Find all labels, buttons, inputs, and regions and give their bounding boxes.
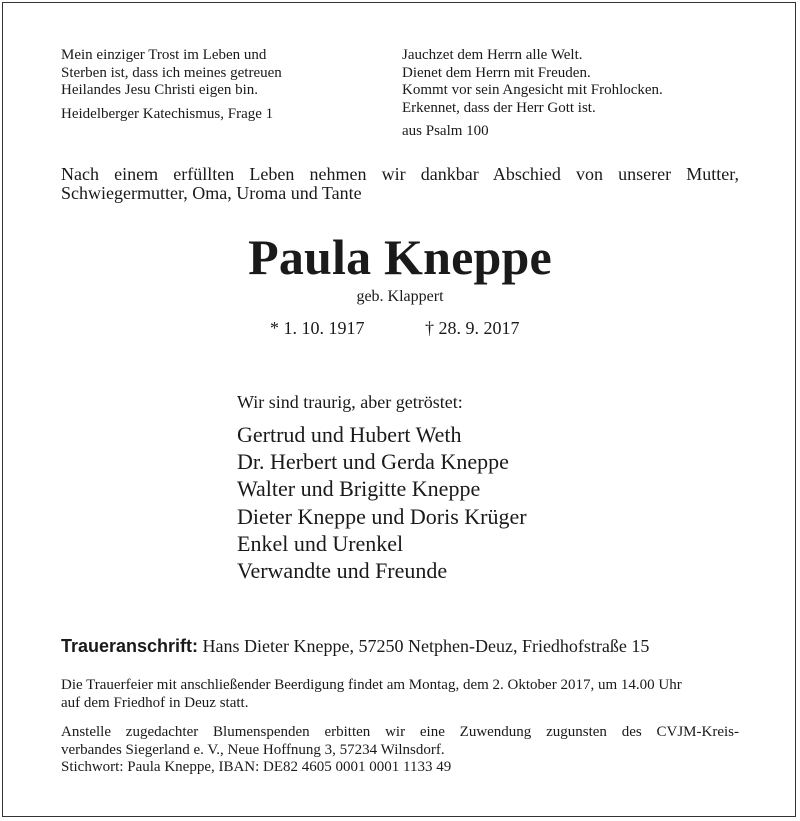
- death-date: † 28. 9. 2017: [425, 318, 520, 338]
- intro-line: Nach einem erfüllten Leben nehmen wir dankbar Abschied von unserer Mutter,: [61, 164, 739, 184]
- funeral-info: [61, 677, 741, 712]
- mourner-name: Walter und Brigitte Kneppe: [237, 476, 481, 502]
- verse-right-line: Dienet dem Herrn mit Freuden.: [402, 64, 591, 81]
- donation-line: Stichwort: Paula Kneppe, IBAN: DE82 4605 0001 0001 1133 49: [61, 759, 452, 775]
- verse-right-line: Jauchzet dem Herrn alle Welt.: [402, 47, 583, 63]
- intro-line: Schwiegermutter, Oma, Uroma und Tante: [61, 183, 362, 203]
- mourners-list: [237, 421, 527, 584]
- funeral-line: Die Trauerfeier mit anschließender Beerdigung findet am Montag, dem 2. Oktober 2017, um 14.00 Uhr: [61, 677, 682, 693]
- verse-right-source: aus Psalm 100: [402, 123, 489, 139]
- verse-left-source: Heidelberger Katechismus, Frage 1: [61, 105, 274, 122]
- address-value: Hans Dieter Kneppe, 57250 Netphen-Deuz, Friedhofstraße 15: [202, 636, 650, 656]
- mourner-name: Dieter Kneppe und Doris Krüger: [237, 503, 527, 529]
- verse-left-line: Sterben ist, dass ich meines getreuen: [61, 64, 282, 81]
- verse-left: [61, 47, 282, 123]
- address-label: Traueranschrift:: [61, 636, 199, 656]
- verse-right: [402, 47, 663, 141]
- donation-info: [61, 724, 739, 777]
- mourner-name: Enkel und Urenkel: [237, 530, 404, 556]
- birth-date: * 1. 10. 1917: [270, 318, 365, 338]
- mourning-address: [61, 636, 649, 656]
- mourner-name: Verwandte und Freunde: [237, 558, 448, 584]
- maiden-name: geb. Klappert: [356, 288, 444, 305]
- intro-text: [61, 165, 739, 203]
- verse-right-line: Erkennet, dass der Herr Gott ist.: [402, 99, 596, 116]
- mourner-name: Gertrud und Hubert Weth: [237, 422, 462, 447]
- verse-left-line: Heilandes Jesu Christi eigen bin.: [61, 82, 259, 98]
- mourners-heading: Wir sind traurig, aber getröstet:: [237, 392, 463, 412]
- donation-line: verbandes Siegerland e. V., Neue Hoffnung 3, 57234 Wilnsdorf.: [61, 741, 445, 758]
- donation-line: Anstelle zugedachter Blumenspenden erbitten wir eine Zuwendung zugunsten des CVJM-Kreis-: [61, 724, 739, 740]
- mourner-name: Dr. Herbert und Gerda Kneppe: [237, 449, 509, 475]
- funeral-line: auf dem Friedhof in Deuz statt.: [61, 694, 249, 711]
- deceased-name: Paula Kneppe: [248, 229, 552, 285]
- verse-right-line: Kommt vor sein Angesicht mit Frohlocken.: [402, 82, 663, 98]
- verse-left-line: Mein einziger Trost im Leben und: [61, 47, 267, 63]
